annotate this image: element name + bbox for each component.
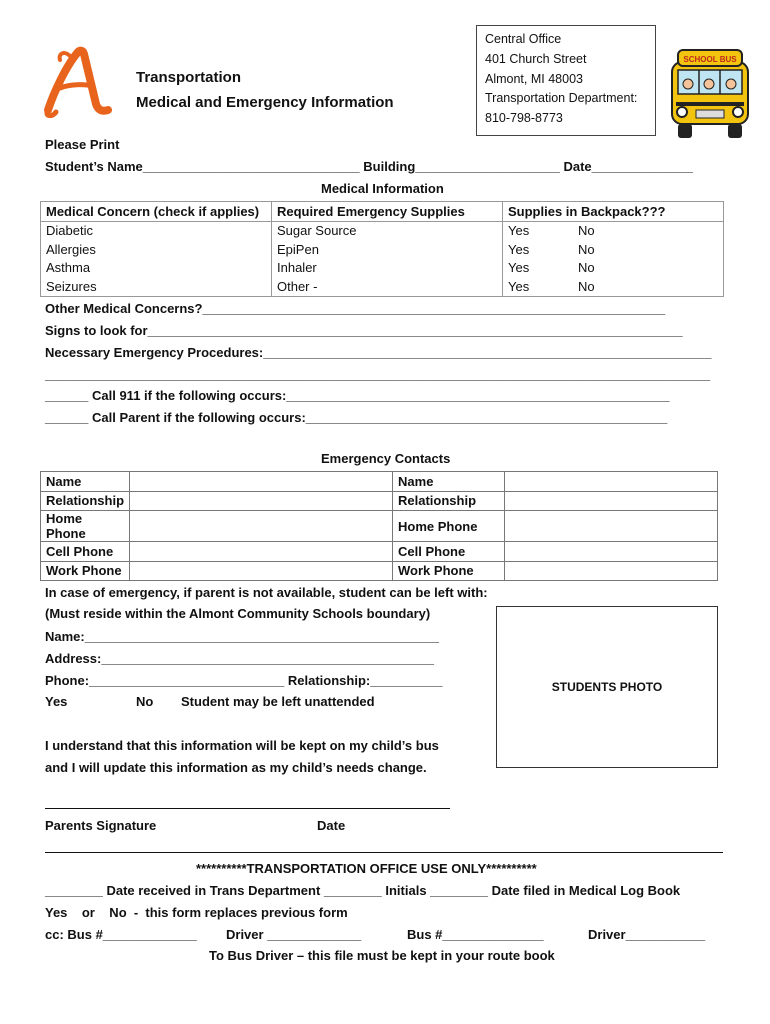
alternate-address-field[interactable]: Address:______________________________________________ (45, 651, 434, 666)
table-header-row (41, 202, 724, 222)
student-photo-box[interactable] (496, 606, 718, 768)
section-divider (45, 852, 723, 853)
bus-driver-footer: To Bus Driver – this file must be kept in your route book (209, 948, 555, 963)
contact2-value[interactable] (505, 561, 718, 581)
please-print-label: Please Print (45, 137, 120, 152)
table-row[interactable] (41, 240, 724, 259)
understanding-line2: and I will update this information as my child’s needs change. (45, 760, 427, 775)
contact2-value[interactable] (505, 511, 718, 542)
signs-field[interactable]: Signs to look for__________________________________________________________________________ (45, 323, 683, 338)
date-received-line[interactable]: ________ Date received in Trans Department ________ Initials ________ Date filed in Medical Log Book (45, 883, 681, 898)
office-line: Central Office (485, 32, 562, 46)
col-header-concern: Medical Concern (check if applies) (41, 202, 272, 222)
student-info-line[interactable]: Student’s Name______________________________ Building____________________ Date______________ (45, 159, 693, 174)
no-option[interactable]: No (573, 259, 724, 278)
replaces-previous-line[interactable]: Yes or No - this form replaces previous form (45, 905, 348, 920)
driver-field-1[interactable]: Driver _____________ (226, 927, 362, 942)
yes-option[interactable]: Yes (503, 240, 574, 259)
col-header-supplies: Required Emergency Supplies (272, 202, 503, 222)
alternate-instructions: In case of emergency, if parent is not available, student can be left with: (45, 585, 488, 600)
call-parent-field[interactable]: ______ Call Parent if the following occurs:__________________________________________________ (45, 410, 668, 425)
central-office-box (476, 25, 656, 136)
contact-label: Relationship (41, 491, 130, 511)
contact-label: Home Phone (41, 511, 130, 542)
contact-label: Home Phone (393, 511, 505, 542)
supply-cell: Inhaler (272, 259, 503, 278)
supply-cell: Sugar Source (272, 221, 503, 240)
office-line: Almont, MI 48003 (485, 71, 583, 86)
contact-label: Cell Phone (393, 542, 505, 562)
table-row[interactable] (41, 221, 724, 240)
contact1-value[interactable] (130, 472, 393, 492)
call-911-field[interactable]: ______ Call 911 if the following occurs:_____________________________________________________ (45, 388, 670, 403)
contact-label: Work Phone (41, 561, 130, 581)
supply-cell: EpiPen (272, 240, 503, 259)
procedures-extra-line[interactable]: ____________________________________________________________________________________________ (45, 367, 711, 382)
contact1-value[interactable] (130, 542, 393, 562)
understanding-line1: I understand that this information will be kept on my child’s bus (45, 738, 439, 753)
office-use-heading: **********TRANSPORTATION OFFICE USE ONLY********** (196, 861, 537, 876)
title-transportation: Transportation (136, 69, 242, 86)
signature-date-label: Date (317, 818, 346, 833)
office-line: 810-798-8773 (485, 111, 563, 126)
yes-option[interactable]: Yes (503, 221, 574, 240)
table-row[interactable] (41, 472, 718, 492)
table-row[interactable] (41, 561, 718, 581)
signature-line[interactable] (45, 808, 450, 809)
boundary-note: (Must reside within the Almont Community Schools boundary) (45, 606, 431, 621)
supply-cell: Other - (272, 277, 503, 296)
medical-table (40, 201, 724, 297)
contact2-value[interactable] (505, 542, 718, 562)
office-line: 401 Church Street (485, 51, 587, 66)
unattended-yes[interactable]: Yes (45, 694, 68, 709)
contact-label: Work Phone (393, 561, 505, 581)
office-line: Transportation Department: (485, 91, 638, 106)
emergency-contacts-table (40, 471, 718, 581)
unattended-label: Student may be left unattended (181, 694, 375, 709)
alternate-phone-field[interactable]: Phone:___________________________ Relationship:__________ (45, 673, 443, 688)
contact2-value[interactable] (505, 472, 718, 492)
table-row[interactable] (41, 491, 718, 511)
school-bus-image (668, 42, 752, 142)
concern-cell: Diabetic (41, 221, 272, 240)
table-row[interactable] (41, 259, 724, 278)
concern-cell: Allergies (41, 240, 272, 259)
contact-label: Relationship (393, 491, 505, 511)
concern-cell: Seizures (41, 277, 272, 296)
procedures-field[interactable]: Necessary Emergency Procedures:______________________________________________________________ (45, 345, 712, 360)
driver-field-2[interactable]: Driver___________ (588, 927, 706, 942)
contact2-value[interactable] (505, 491, 718, 511)
parents-signature-label: Parents Signature (45, 818, 157, 833)
unattended-no[interactable]: No (136, 694, 154, 709)
contact-label: Cell Phone (41, 542, 130, 562)
no-option[interactable]: No (573, 277, 724, 296)
other-concerns-field[interactable]: Other Medical Concerns?________________________________________________________________ (45, 301, 666, 316)
yes-option[interactable]: Yes (503, 259, 574, 278)
table-row[interactable] (41, 277, 724, 296)
contact1-value[interactable] (130, 561, 393, 581)
student-photo-label: STUDENTS PHOTO (551, 680, 663, 694)
table-row[interactable] (41, 511, 718, 542)
table-row[interactable] (41, 542, 718, 562)
emergency-contacts-heading: Emergency Contacts (321, 451, 451, 466)
contact-label: Name (41, 472, 130, 492)
school-logo (40, 46, 112, 120)
title-medical-emergency: Medical and Emergency Information (136, 94, 394, 111)
bus-sign-text: SCHOOL BUS (683, 55, 737, 64)
cc-bus-field[interactable]: cc: Bus #_____________ (45, 927, 197, 942)
col-header-backpack: Supplies in Backpack??? (503, 202, 724, 222)
contact1-value[interactable] (130, 491, 393, 511)
no-option[interactable]: No (573, 240, 724, 259)
no-option[interactable]: No (573, 221, 724, 240)
yes-option[interactable]: Yes (503, 277, 574, 296)
alternate-name-field[interactable]: Name:_________________________________________________ (45, 629, 440, 644)
concern-cell: Asthma (41, 259, 272, 278)
contact-label: Name (393, 472, 505, 492)
medical-information-heading: Medical Information (321, 181, 444, 196)
bus-number-field[interactable]: Bus #______________ (407, 927, 544, 942)
contact1-value[interactable] (130, 511, 393, 542)
